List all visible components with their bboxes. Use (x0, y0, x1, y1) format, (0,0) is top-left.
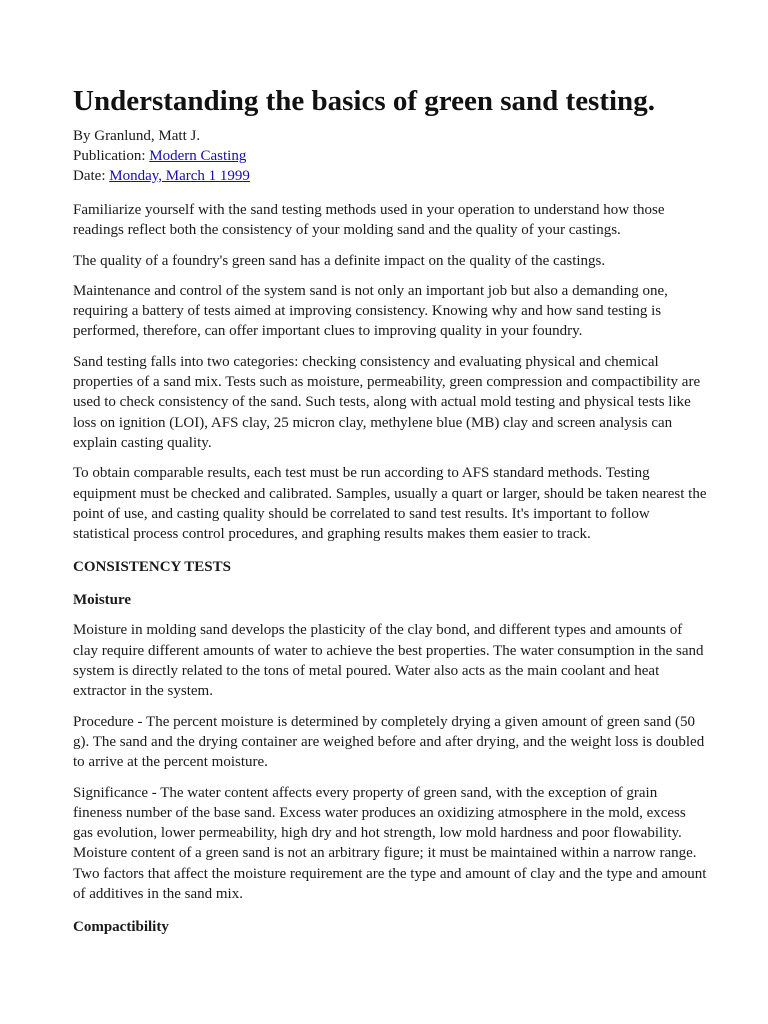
subsection-heading-compactibility: Compactibility (73, 919, 169, 936)
subsection-heading-moisture: Moisture (73, 592, 132, 609)
paragraph-maintenance: Maintenance and control of the system sand is not only an important job but also a demanding one, requiring a battery of tests aimed at improving consistency. Knowing why and how sand testing is performed, therefore, can offer important clues to improving quality in your foundry. (73, 282, 668, 340)
paragraph-significance: Significance - The water content affects every property of green sand, with the exception of grain fineness number of the base sand. Excess water produces an oxidizing atmosphere in the mold, excess gas evolution, lower permeability, high dry and hot strength, low mold hardness and poor flowability. Moisture content of a green sand is not an arbitrary figure; it must be maintained within a narrow range. Two factors that affect the moisture requirement are the type and amount of clay and the type and amount of additives in the sand mix. (73, 784, 707, 903)
paragraph-quality: The quality of a foundry's green sand has a definite impact on the quality of the castings. (73, 252, 606, 269)
section-heading-consistency: CONSISTENCY TESTS (73, 559, 231, 576)
article-title: Understanding the basics of green sand testing. (73, 85, 655, 117)
publication-line (73, 146, 708, 166)
date-line (73, 166, 708, 186)
paragraph-moisture: Moisture in molding sand develops the plasticity of the clay bond, and different types and amounts of clay require different amounts of water to achieve the best properties. The water consumption in the sand system is directly related to the tons of metal poured. Water also acts as the main coolant and heat extractor in the system. (73, 622, 704, 700)
paragraph-categories: Sand testing falls into two categories: checking consistency and evaluating physical and chemical properties of a sand mix. Tests such as moisture, permeability, green compression and compactibility are used to check consistency of the sand. Such tests, along with actual mold testing and physical tests like loss on ignition (LOI), AFS clay, 25 micron clay, methylene blue (MB) clay and screen analysis can explain casting quality. (73, 353, 701, 451)
date-label: Date: (73, 168, 110, 184)
paragraph-intro: Familiarize yourself with the sand testing methods used in your operation to understand how those readings reflect both the consistency of your molding sand and the quality of your castings. (73, 202, 665, 239)
paragraph-comparable: To obtain comparable results, each test must be run according to AFS standard methods. Testing equipment must be checked and calibrated. Samples, usually a quart or larger, should be taken nearest the point of use, and casting quality should be correlated to sand test results. It's important to follow statistical process control procedures, and graphing results makes them easier to track. (73, 465, 707, 543)
date-link[interactable]: Monday, March 1 1999 (109, 168, 250, 184)
paragraph-procedure: Procedure - The percent moisture is determined by completely drying a given amount of green sand (50 g). The sand and the drying container are weighed before and after drying, and the weight loss is doubled to arrive at the percent moisture. (73, 713, 705, 771)
byline: By Granlund, Matt J. (73, 128, 201, 144)
publication-link[interactable]: Modern Casting (149, 148, 247, 164)
publication-label: Publication: (73, 148, 150, 164)
